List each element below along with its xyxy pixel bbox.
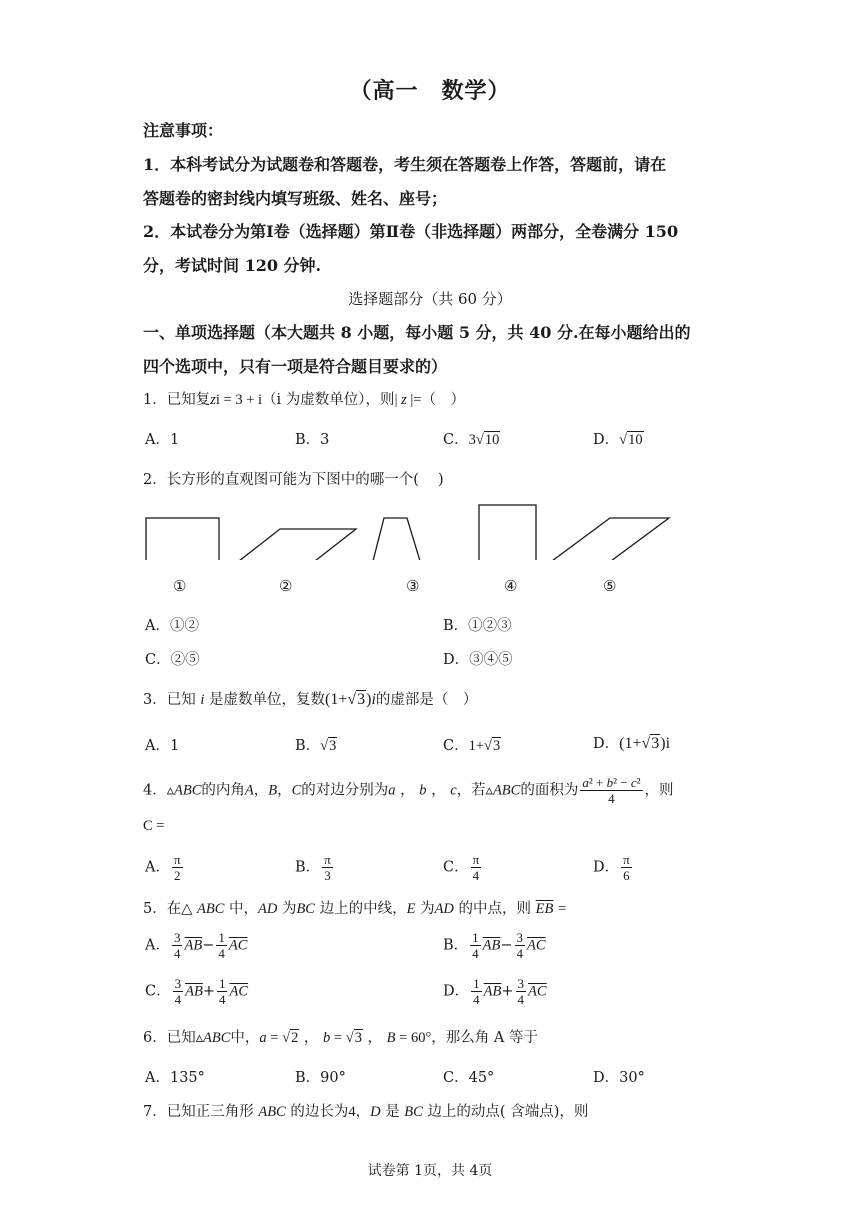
question-3: 3．已知 i 是虚数单位，复数(1+√3)i的虚部是（ ） <box>143 691 478 708</box>
q2-shapes-figure <box>140 500 680 560</box>
q5-option-b[interactable]: B． $\frac{1}{4}$ $\overline{AB}-$ $\frac{3}{4}$ $\overline{AC}$ <box>443 930 546 961</box>
q7-text3: 是 <box>385 1104 400 1120</box>
q5-option-d[interactable]: D． $\frac{1}{4}$ $\overline{AB}+$ $\frac{3}{4}$ $\overline{AC}$ <box>443 976 547 1007</box>
q3-expression: (1+√3)i <box>324 691 376 708</box>
q4-option-a[interactable]: A． $\frac{\pi}{2}$ <box>145 852 181 883</box>
q1-prefix: 1．已知复 <box>143 392 211 408</box>
section-heading: 选择题部分（共 60 分） <box>348 290 512 308</box>
notice-item1-line2: 答题卷的密封线内填写班级、姓名、座号； <box>143 189 448 208</box>
q1-option-a[interactable]: A．1 <box>145 432 180 448</box>
q4-option-b[interactable]: B． $\frac{\pi}{3}$ <box>295 852 331 883</box>
q5-text2: 为 <box>281 901 297 917</box>
q3-option-c[interactable]: C．1+√3 <box>443 738 501 754</box>
q3-option-d[interactable]: D．(1+√3)i <box>593 735 671 752</box>
question-2: 2．长方形的直观图可能为下图中的哪一个( ) <box>143 472 444 488</box>
notice-item1-line1: 1．本科考试分为试题卷和答题卷，考生须在答题卷上作答，答题前，请在 <box>143 155 667 174</box>
q7-text1: 的边长为 <box>290 1104 349 1120</box>
part1-heading-line2: 四个选项中，只有一项是符合题目要求的） <box>143 357 448 376</box>
q6-option-b[interactable]: B．90° <box>295 1070 346 1086</box>
q5-text1: 中， <box>229 901 258 917</box>
notice-heading: 注意事项： <box>143 121 224 140</box>
question-6: 6．已知▵ABC中，a = √2 ， b = √3 ， B = 60°，那么角 A 等于 <box>143 1030 538 1046</box>
q5-text4: 为 <box>420 901 435 917</box>
q4-area-fraction: $\frac{\text{a² + b² − c²}}{4}$ <box>582 775 641 806</box>
q4-prefix: 4． <box>143 782 167 799</box>
q6-text2: ，那么角 A 等于 <box>431 1030 538 1046</box>
question-5: 5．在△ ABC 中，AD 为BC 边上的中线，E 为AD 的中点，则 $\overline{EB}$ = <box>143 901 567 917</box>
q5-text5: 的中点，则 <box>458 901 532 917</box>
q2-option-a[interactable]: A．①② <box>145 618 199 634</box>
shape-3-trapezoid <box>373 518 420 560</box>
notice-item2-line1: 2．本试卷分为第Ⅰ卷（选择题）第Ⅱ卷（非选择题）两部分，全卷满分 150 <box>143 222 679 241</box>
q1-suffix: （ ） <box>421 392 465 408</box>
q1-modulus: | z |= <box>394 392 422 408</box>
shape-label-2: ② <box>279 577 293 595</box>
q4-text5: ，则 <box>644 782 674 799</box>
q3-prefix: 3．已知 <box>143 692 196 708</box>
q5-prefix: 5．在△ <box>143 901 193 917</box>
q1-option-d[interactable]: D．√10 <box>593 432 643 448</box>
q1-middle: （i 为虚数单位），则 <box>262 392 395 408</box>
shape-1-rectangle <box>146 518 219 560</box>
q3-option-a[interactable]: A．1 <box>145 738 180 754</box>
q3-option-b[interactable]: B．√3 <box>295 738 337 754</box>
notice-item2-line2: 分，考试时间 120 分钟. <box>143 256 322 275</box>
q2-option-b[interactable]: B．①②③ <box>443 618 512 634</box>
q7-prefix: 7．已知正三角形 <box>143 1104 254 1120</box>
q4-option-d[interactable]: D． $\frac{\pi}{6}$ <box>593 852 630 883</box>
q3-mid: 是虚数单位，复数 <box>208 692 325 708</box>
q1-equation: zi = 3 + i <box>210 392 263 408</box>
q6-option-c[interactable]: C．45° <box>443 1070 495 1086</box>
page-footer: 试卷第 1页，共 4页 <box>367 1163 493 1179</box>
q1-option-c[interactable]: C．3√10 <box>443 432 500 448</box>
shape-2-parallelogram <box>239 529 356 560</box>
question-1 <box>143 388 465 409</box>
q4-text1: 的内角 <box>201 782 245 799</box>
q4-line2: C = <box>143 818 165 834</box>
q7-text4: 边上的动点( 含端点)，则 <box>427 1104 589 1120</box>
q6-prefix: 6．已知 <box>143 1030 196 1046</box>
shape-label-1: ① <box>173 577 187 595</box>
q4-option-c[interactable]: C． $\frac{\pi}{4}$ <box>443 852 480 883</box>
shape-label-4: ④ <box>504 577 518 595</box>
q4-text2: 的对边分别为 <box>301 782 389 799</box>
question-7: 7．已知正三角形 ABC 的边长为4，D 是 BC 边上的动点( 含端点)，则 <box>143 1104 589 1120</box>
shape-5-rhombus <box>552 518 669 560</box>
q4-text4: 的面积为 <box>520 782 579 799</box>
q7-text2: ， <box>355 1104 371 1120</box>
q4-text3: ，若 <box>456 782 486 799</box>
question-4: 4．▵ABC的内角A，B，C的对边分别为a ， b ， c，若▵ABC的面积为 $\frac{\text{a² + b² − c²}}{4}$ ，则 <box>143 775 674 806</box>
q1-option-b[interactable]: B．3 <box>295 432 330 448</box>
q2-option-c[interactable]: C．②⑤ <box>145 652 200 668</box>
shape-label-5: ⑤ <box>603 577 617 595</box>
q5-option-c[interactable]: C． $\frac{3}{4}$ $\overline{AB}+$ $\frac{1}{4}$ $\overline{AC}$ <box>145 976 249 1007</box>
part1-heading-line1: 一、单项选择题（本大题共 8 小题，每小题 5 分，共 40 分.在每小题给出的 <box>143 323 691 342</box>
q5-text3: 边上的中线， <box>319 901 407 917</box>
q6-option-d[interactable]: D．30° <box>593 1070 645 1086</box>
q5-option-a[interactable]: A． $\frac{3}{4}$ $\overline{AB}-$ $\frac{1}{4}$ $\overline{AC}$ <box>145 930 248 961</box>
q2-option-d[interactable]: D．③④⑤ <box>443 652 513 668</box>
shape-label-3: ③ <box>406 577 420 595</box>
q3-suffix: 的虚部是（ ） <box>375 692 478 708</box>
shape-4-square <box>479 505 536 560</box>
q6-text1: 中， <box>230 1030 260 1046</box>
q6-option-a[interactable]: A．135° <box>145 1070 205 1086</box>
page-title: （高一 数学） <box>349 78 511 104</box>
